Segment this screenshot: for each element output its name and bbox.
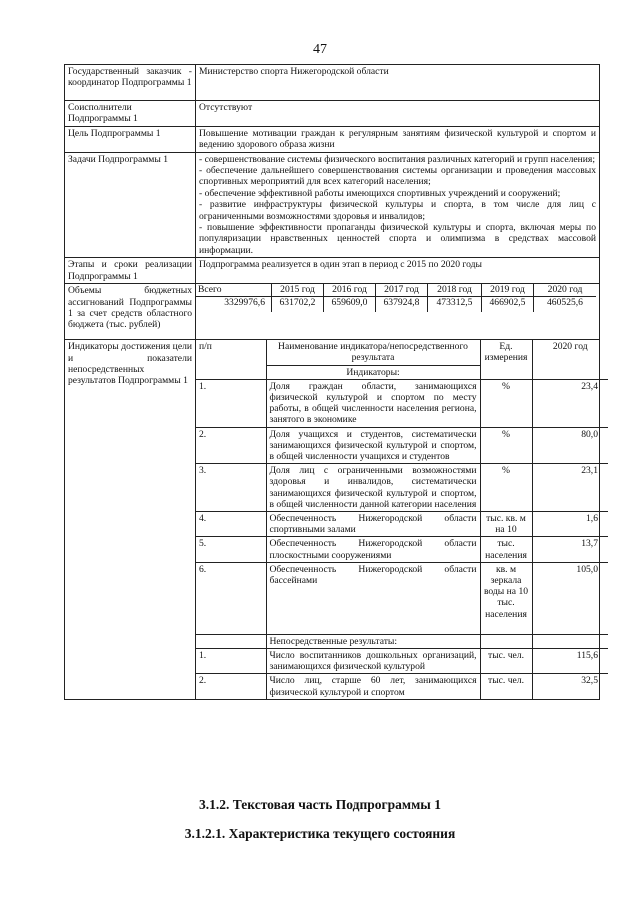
row-unit: тыс. кв. м на 10: [480, 511, 532, 536]
subsection-heading: 3.1.2.1. Характеристика текущего состояния: [184, 826, 456, 841]
goal-value: Повышение мотивации граждан к регулярным занятиям физической культурой и спортом и ведению здорового образа жизни: [196, 126, 600, 152]
section-results: Непосредственные результаты:: [266, 634, 480, 648]
empty-cell: [480, 634, 532, 648]
task-item: - развитие инфраструктуры физической культуры и спорта, в том числе для лиц с ограниченными возможностями здоровья и инвалидов;: [199, 199, 596, 222]
table-row: [196, 511, 608, 536]
row-value: 1,6: [532, 511, 608, 536]
row-name: Обеспеченность Нижегородской области спортивными залами: [266, 511, 480, 536]
indicators-cell: [196, 340, 600, 700]
row-value: 23,4: [532, 379, 608, 427]
row-num: 2.: [196, 674, 266, 699]
indicators-table: [196, 340, 608, 699]
row-num: 4.: [196, 511, 266, 536]
empty-cell: [196, 634, 266, 648]
row-name: Доля учащихся и студентов, систематически занимающихся физической культурой и спортом, в общей численности учащихся и студентов: [266, 427, 480, 464]
row-num: 6.: [196, 562, 266, 634]
table-row: [196, 427, 608, 464]
row-unit: тыс. населения: [480, 537, 532, 562]
row-name: Число лиц, старше 60 лет, занимающихся физической культурой и спортом: [266, 674, 480, 699]
section-indicators: Индикаторы:: [266, 365, 480, 379]
row-value: 115,6: [532, 648, 608, 673]
coexecutors-value: Отсутствуют: [196, 101, 600, 127]
passport-table: [64, 64, 600, 700]
stages-value: Подпрограмма реализуется в один этап в период с 2015 по 2020 годы: [196, 258, 600, 284]
customer-value: Министерство спорта Нижегородской области: [196, 65, 600, 101]
table-row: [196, 379, 608, 427]
row-value: 80,0: [532, 427, 608, 464]
row-name: Доля граждан области, занимающихся физической культурой и спортом по месту работы, в общей численности населения региона, занятого в экономике: [266, 379, 480, 427]
col-year-header: 2020 год: [532, 340, 608, 379]
budget-header: 2019 год: [482, 284, 534, 297]
row-unit: тыс. чел.: [480, 648, 532, 673]
col-num-header: п/п: [196, 340, 266, 379]
row-unit: тыс. чел.: [480, 674, 532, 699]
section-heading: 3.1.2. Текстовая часть Подпрограммы 1: [199, 797, 441, 812]
row-value: 105,0: [532, 562, 608, 634]
row-name: Число воспитанников дошкольных организаций, занимающихся физической культурой: [266, 648, 480, 673]
row-num: 5.: [196, 537, 266, 562]
row-name: Доля лиц с ограниченными возможностями здоровья и инвалидов, систематически занимающихся физической культурой и спортом, в общей численности данной категории населения: [266, 464, 480, 512]
row-unit: %: [480, 464, 532, 512]
indicators-label: Индикаторы достижения цели и показатели непосредственных результатов Подпрограммы 1: [65, 340, 196, 700]
goal-label: Цель Подпрограммы 1: [65, 126, 196, 152]
tasks-label: Задачи Подпрограммы 1: [65, 152, 196, 258]
budget-header: 2017 год: [376, 284, 428, 297]
stages-label: Этапы и сроки реализации Подпрограммы 1: [65, 258, 196, 284]
budget-value: 631702,2: [272, 297, 324, 312]
row-unit: %: [480, 427, 532, 464]
task-item: - совершенствование системы физического воспитания различных категорий и групп населения;: [199, 153, 595, 165]
budget-grid: [196, 284, 599, 312]
table-row: [196, 464, 608, 512]
budget-value: 3329976,6: [196, 297, 272, 312]
page-number: 47: [313, 42, 327, 57]
task-item: - повышение эффективности пропаганды физической культуры и спорта, включая меры по популяризации нравственных ценностей спорта и олимпизма в средствах массовой информации.: [199, 222, 596, 256]
budget-value: 473312,5: [428, 297, 482, 312]
coexecutors-label: Соисполнители Подпрограммы 1: [65, 101, 196, 127]
empty-cell: [532, 634, 608, 648]
row-value: 32,5: [532, 674, 608, 699]
table-row: [196, 674, 608, 699]
budget-header: 2015 год: [272, 284, 324, 297]
row-unit: %: [480, 379, 532, 427]
task-item: - обеспечение дальнейшего совершенствования системы организации и проведения массовых спортивных мероприятий для всех категорий населения;: [199, 165, 596, 188]
row-unit: кв. м зеркала воды на 10 тыс. населения: [480, 562, 532, 634]
budget-header: Всего: [196, 284, 272, 297]
budget-label: Объемы бюджетных ассигнований Подпрограммы 1 за счет средств областного бюджета (тыс. рублей): [65, 284, 196, 340]
col-name-header: Наименование индикатора/непосредственного результата: [266, 340, 480, 365]
budget-cell: [196, 284, 600, 340]
tasks-list: [196, 152, 600, 258]
task-item: - обеспечение эффективной работы имеющихся спортивных учреждений и сооружений;: [199, 187, 561, 199]
table-row: [196, 537, 608, 562]
table-row: [196, 562, 608, 634]
row-num: 3.: [196, 464, 266, 512]
budget-value: 466902,5: [482, 297, 534, 312]
budget-value: 637924,8: [376, 297, 428, 312]
budget-value: 659609,0: [324, 297, 376, 312]
budget-header: 2016 год: [324, 284, 376, 297]
row-num: 2.: [196, 427, 266, 464]
budget-header: 2018 год: [428, 284, 482, 297]
col-unit-header: Ед. измерения: [480, 340, 532, 379]
row-value: 23,1: [532, 464, 608, 512]
row-name: Обеспеченность Нижегородской области бассейнами: [266, 562, 480, 634]
customer-label: Государственный заказчик - координатор Подпрограммы 1: [65, 65, 196, 101]
row-name: Обеспеченность Нижегородской области плоскостными сооружениями: [266, 537, 480, 562]
budget-header: 2020 год: [534, 284, 596, 297]
row-num: 1.: [196, 379, 266, 427]
row-num: 1.: [196, 648, 266, 673]
budget-value: 460525,6: [547, 297, 583, 309]
row-value: 13,7: [532, 537, 608, 562]
table-row: [196, 648, 608, 673]
